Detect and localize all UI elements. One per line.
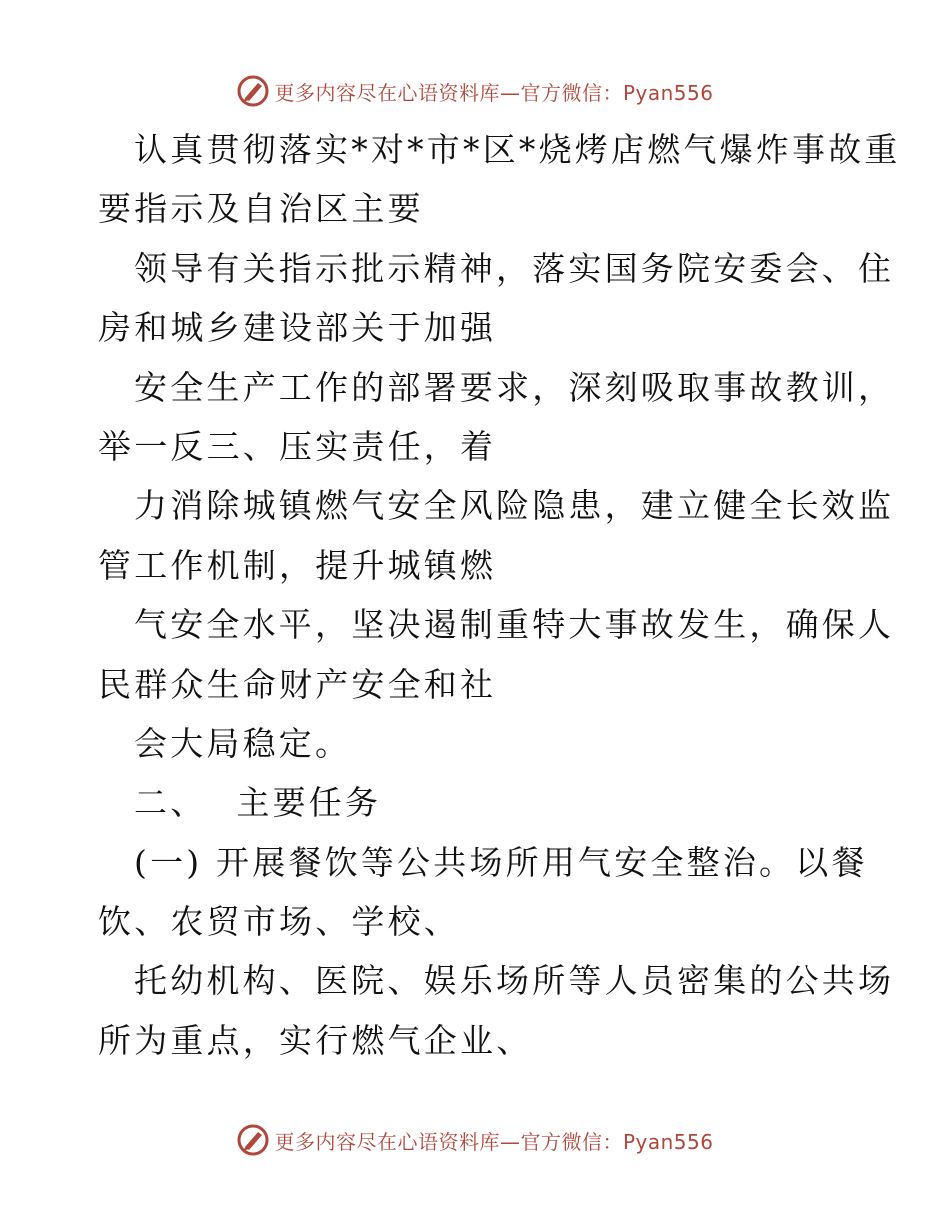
text-line: 会大局稳定。 <box>134 723 352 763</box>
document-body <box>98 120 901 1070</box>
watermark-text-top: 更多内容尽在心语资料库—官方微信：Pyan556 <box>274 80 714 105</box>
quill-pen-logo-icon <box>236 74 270 108</box>
text-line: 举一反三、压实责任，着 <box>98 426 497 466</box>
quill-pen-logo-icon <box>236 1123 270 1157</box>
text-line: 管工作机制，提升城镇燃 <box>98 545 497 585</box>
text-line: 安全生产工作的部署要求，深刻吸取事故教训， <box>134 367 895 407</box>
section-number: 二、 <box>134 783 207 823</box>
text-line: 领导有关指示批示精神，落实国务院安委会、住 <box>134 248 895 288</box>
text-line: 民群众生命财产安全和社 <box>98 664 497 704</box>
text-line: 要指示及自治区主要 <box>98 189 424 229</box>
section-heading <box>98 773 858 832</box>
watermark-text-bottom: 更多内容尽在心语资料库—官方微信：Pyan556 <box>274 1129 714 1154</box>
text-line: 认真贯彻落实*对*市*区*烧烤店燃气爆炸事故重 <box>134 130 901 169</box>
text-line: 所为重点，实行燃气企业、 <box>98 1020 533 1060</box>
watermark-banner-top <box>0 71 950 111</box>
text-line: 房和城乡建设部关于加强 <box>98 308 497 348</box>
text-line: 气安全水平，坚决遏制重特大事故发生，确保人 <box>134 605 895 645</box>
watermark-banner-bottom <box>0 1120 950 1160</box>
text-line: (一) 开展餐饮等公共场所用气安全整治。以餐 <box>134 842 868 882</box>
section-title: 主要任务 <box>236 783 382 823</box>
text-line: 饮、农贸市场、学校、 <box>98 902 460 942</box>
text-line: 力消除城镇燃气安全风险隐患，建立健全长效监 <box>134 486 895 526</box>
text-line: 托幼机构、医院、娱乐场所等人员密集的公共场 <box>134 961 895 1001</box>
